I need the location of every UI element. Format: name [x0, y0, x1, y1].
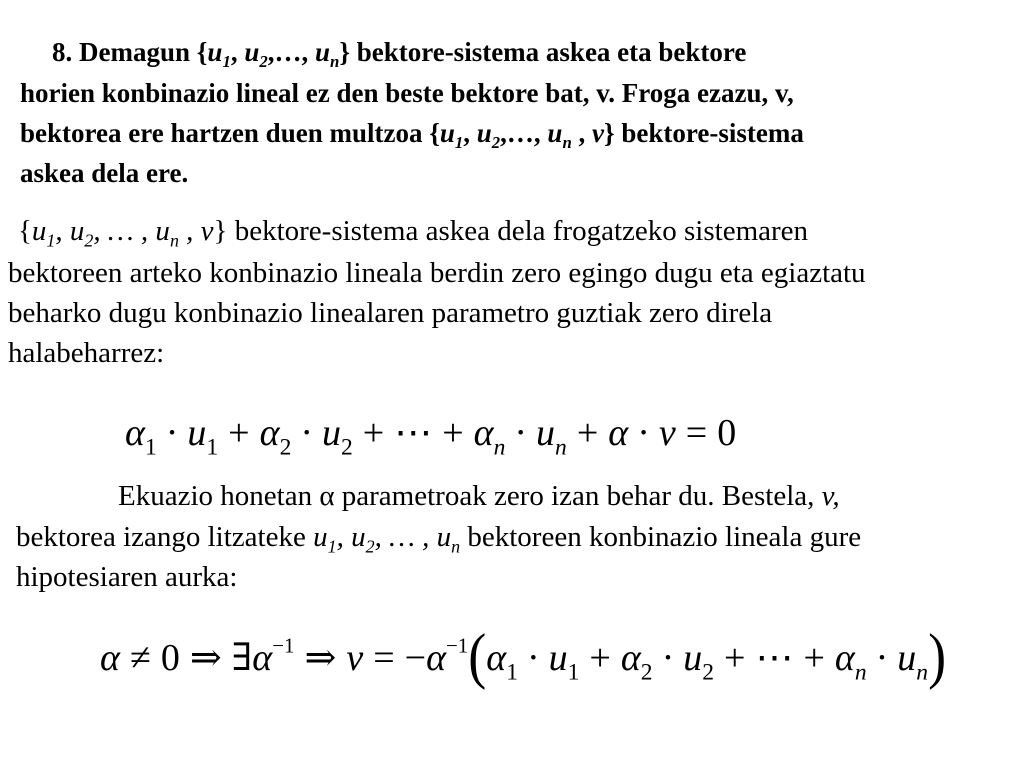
problem-text: bektore-sistema askea eta bektore: [356, 37, 747, 67]
problem-text: Demagun: [79, 37, 191, 67]
problem-text: bektore-sistema: [621, 118, 804, 148]
explanation-line-2: bektorea izango litzateke $u_1$, $u_2$, … , $u_n$ bektoreen konbinazio lineala gure: [16, 521, 862, 557]
contradiction-equation: α ≠ 0 ⇒ $\exists\alpha^{-1}$ ⇒ $v = -\alpha^{-1}(\alpha_1 \cdot u_1 + \alpha_2 \cdot u_2$ + ⋯ + $\alpha_n \cdot u_n$): [100, 621, 947, 691]
explanation-text: parametroak zero izan behar du. Bestela,: [341, 480, 815, 512]
problem-line-4: askea dela ere.: [20, 158, 189, 188]
problem-number: 8.: [52, 37, 73, 67]
explanation-text: bektoreen konbinazio lineala gure: [467, 521, 862, 553]
proof-text: bektore-sistema askea dela frogatzeko sistemaren: [234, 215, 809, 247]
problem-line-3: bektorea ere hartzen duen multzoa {$u_1$, $u_2,\dots$, $u_n$ , v} bektore-sistema: [20, 118, 804, 152]
explanation-text: Ekuazio honetan: [118, 480, 313, 512]
proof-line-3: beharko dugu konbinazio linealaren parametro guztiak zero direla: [8, 297, 773, 329]
linear-combination-equation: $\alpha_1 \cdot u_1 + \alpha_2 \cdot u_2$ + ⋯ + $\alpha_n \cdot u_n + \alpha \cdot v = 0$: [125, 412, 737, 461]
proof-line-4: halabeharrez:: [8, 337, 165, 369]
explanation-line-3: hipotesiaren aurka:: [16, 561, 238, 593]
proof-line-2: bektoreen arteko konbinazio lineala berdin zero egingo dugu eta egiaztatu: [8, 257, 866, 289]
problem-line-1: 8. Demagun {$u_1$, $u_2,\dots$, $u_n$} bektore-sistema askea eta bektore: [52, 37, 747, 71]
explanation-text: bektorea izango litzateke: [16, 521, 306, 553]
explanation-text: v,: [821, 480, 840, 512]
explanation-line-1: Ekuazio honetan α parametroak zero izan behar du. Bestela, v,: [118, 480, 840, 512]
problem-line-2: horien konbinazio lineal ez den beste bektore bat, v. Froga ezazu, v,: [20, 78, 794, 108]
problem-text: bektorea ere hartzen duen multzoa: [20, 118, 423, 148]
proof-line-1: {$u_1$, $u_2$, … , $u_n$ , v} bektore-sistema askea dela frogatzeko sistemaren: [18, 215, 809, 251]
